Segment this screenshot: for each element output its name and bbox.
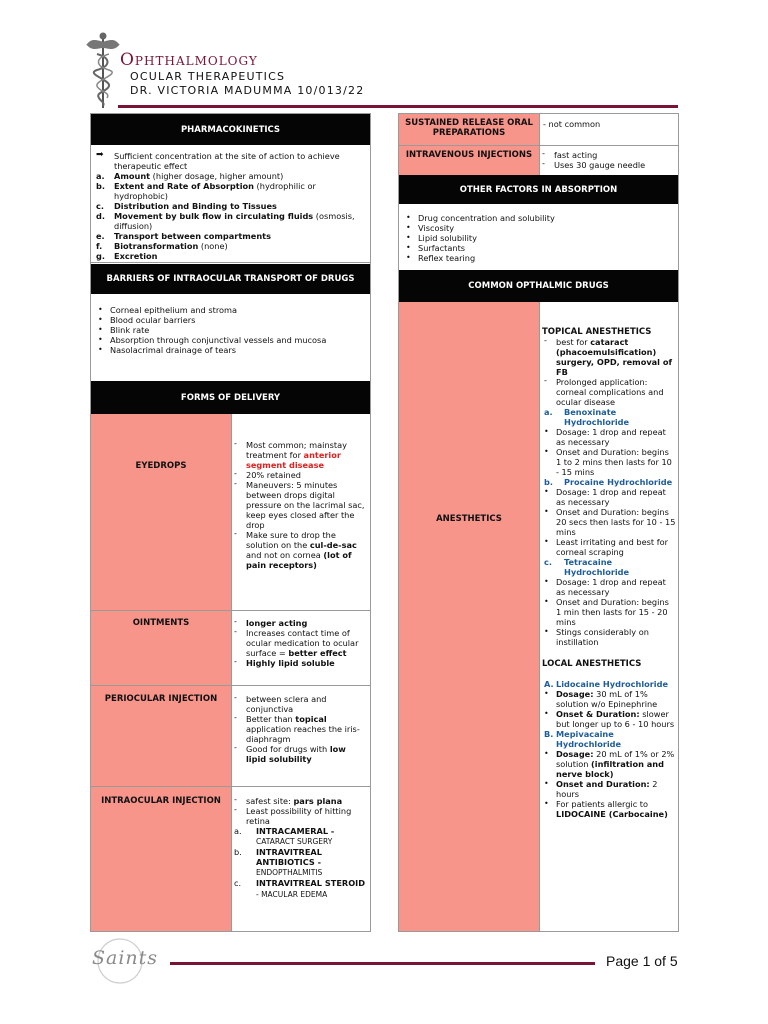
barrier-item: • Absorption through conjunctival vessels and mucosa bbox=[96, 335, 366, 345]
barriers-heading: BARRIERS OF INTRAOCULAR TRANSPORT OF DRUGS bbox=[91, 264, 370, 294]
iv-label: INTRAVENOUS INJECTIONS bbox=[405, 150, 533, 160]
other-factors-list bbox=[404, 213, 674, 263]
anesthetics-label: ANESTHETICS bbox=[436, 514, 502, 524]
header-rule bbox=[118, 105, 678, 108]
sustained-label: SUSTAINED RELEASE ORAL PREPARATIONS bbox=[405, 118, 533, 138]
pharmacokinetics-item: g. Excretion bbox=[96, 251, 158, 261]
footer-rule bbox=[170, 962, 595, 965]
pharmacokinetics-intro: ➡ Sufficient concentration at the site of action to achieve therapeutic effect bbox=[96, 150, 340, 171]
drug-tetracaine: Tetracaine Hydrochloride bbox=[564, 557, 630, 577]
drug-procaine: Procaine Hydrochloride bbox=[564, 477, 673, 487]
barrier-item: • Corneal epithelium and stroma bbox=[96, 305, 366, 315]
periocular-list: - between sclera and conjunctiva - Better than topical application reaches the iris-diaphragm - Good for drugs with low lipid solubility bbox=[232, 694, 368, 764]
other-factors-heading: OTHER FACTORS IN ABSORPTION bbox=[399, 175, 678, 204]
barrier-item: • Nasolacrimal drainage of tears bbox=[96, 345, 366, 355]
column-divider bbox=[539, 302, 540, 931]
column-divider bbox=[539, 114, 540, 175]
factor-item: • Lipid solubility bbox=[404, 233, 674, 243]
pharmacokinetics-item: d. Movement by bulk flow in circulating fluids (osmosis, diffusion) bbox=[96, 211, 355, 231]
topical-title: TOPICAL ANESTHETICS bbox=[542, 327, 652, 337]
caduceus-logo bbox=[86, 30, 120, 110]
barrier-item: • Blink rate bbox=[96, 325, 366, 335]
drug-mepivacaine: Mepivacaine Hydrochloride bbox=[556, 729, 622, 749]
common-drugs-heading: COMMON OPTHALMIC DRUGS bbox=[399, 270, 678, 302]
saints-logo-text: Saints bbox=[92, 947, 159, 969]
doc-subtitle: OCULAR THERAPEUTICS bbox=[130, 70, 286, 83]
barriers-list bbox=[96, 305, 366, 355]
pharmacokinetics-item: c. Distribution and Binding to Tissues bbox=[96, 201, 277, 211]
ointments-label: OINTMENTS bbox=[132, 618, 190, 628]
pharmacokinetics-item: a. Amount (higher dosage, higher amount) bbox=[96, 171, 284, 181]
page-title: Ophthalmology bbox=[120, 50, 258, 70]
ointments-list: - longer acting - Increases contact time of ocular medication to ocular surface = better effect - Highly lipid soluble bbox=[232, 618, 368, 668]
pharmacokinetics-item: f. Biotransformation (none) bbox=[96, 241, 228, 251]
anesthetics-cell bbox=[399, 302, 539, 931]
pharmacokinetics-section bbox=[94, 151, 366, 261]
iv-list: - fast acting - Uses 30 gauge needle bbox=[540, 150, 676, 170]
intraocular-label: INTRAOCULAR INJECTION bbox=[101, 796, 221, 806]
periocular-label: PERIOCULAR INJECTION bbox=[104, 694, 218, 704]
doc-author: DR. VICTORIA MADUMMA 10/013/22 bbox=[130, 84, 365, 97]
pharmacokinetics-item: e. Transport between compartments bbox=[96, 231, 271, 241]
intraocular-cell bbox=[91, 787, 231, 931]
anesthetics-content: TOPICAL ANESTHETICS - best for cataract (phacoemulsification) surgery, OPD, removal of FB - Prolonged application: corneal complications and ocular disease a. Benoxinate Hydrochloride • Dosage: 1 drop and repeat as necessary • Onset and Duration: begins 1 to 2 mins then lasts for 10 - 15 mins b. Procaine Hydrochloride • Dosage: 1 drop and repeat as necessary • Onset and Duration: begins 20 secs then lasts for 10 - 15 mins • Least irritating and best for corneal scraping c. Tetracaine Hydrochloride • Dosage: 1 drop and repeat as necessary • Onset and Duration: begins 1 min then lasts for 15 - 20 mins • Stings considerably on instillation LOCAL ANESTHETICS A. Lidocaine Hydrochloride • Dosage: 30 mL of 1% solution w/o Epinephrine • Onset & Duration: slower but longer up to 6 - 10 hours B. Mepivacaine Hydrochloride • Dosage: 20 mL of 1% or 2% solution (infiltration and nerve block) • Onset and Duration: 2 hours • For patients allergic to LIDOCAINE (Carbocaine) bbox=[542, 327, 676, 819]
factor-item: • Reflex tearing bbox=[404, 253, 674, 263]
forms-heading: FORMS OF DELIVERY bbox=[91, 381, 370, 414]
eyedrops-cell bbox=[91, 414, 231, 610]
factor-item: • Drug concentration and solubility bbox=[404, 213, 674, 223]
drug-lidocaine: Lidocaine Hydrochloride bbox=[556, 679, 669, 689]
saints-logo bbox=[88, 935, 160, 990]
barrier-item: • Blood ocular barriers bbox=[96, 315, 366, 325]
factor-item: • Surfactants bbox=[404, 243, 674, 253]
divider bbox=[91, 262, 370, 263]
arrow-icon: ➡ bbox=[96, 150, 104, 160]
page-number: Page 1 of 5 bbox=[606, 953, 678, 969]
factor-item: • Viscosity bbox=[404, 223, 674, 233]
eyedrops-list: - Most common; mainstay treatment for anterior segment disease - 20% retained - Maneuvers: 5 minutes between drops digital pressure on the lacrimal sac, keep eyes closed after the drop - Make sure to drop the solution on the cul-de-sac and not on cornea (lot of pain receptors) bbox=[232, 440, 368, 570]
pharmacokinetics-heading: PHARMACOKINETICS bbox=[91, 114, 370, 145]
local-title: LOCAL ANESTHETICS bbox=[542, 659, 642, 669]
intraocular-list: - safest site: pars plana - Least possibility of hitting retina a. INTRACAMERAL - CATARACT SURGERY b. INTRAVITREAL ANTIBIOTICS - ENDOPTHALMITIS c. INTRAVITREAL STEROID - MACULAR EDEMA bbox=[232, 796, 368, 900]
eyedrops-label: EYEDROPS bbox=[135, 461, 187, 471]
column-divider bbox=[231, 414, 232, 931]
pharmacokinetics-item: b. Extent and Rate of Absorption (hydrophilic or hydrophobic) bbox=[96, 181, 316, 201]
pharmacokinetics-list bbox=[94, 171, 366, 261]
drug-benoxinate: Benoxinate Hydrochloride bbox=[564, 407, 630, 427]
sustained-value: - not common bbox=[543, 119, 601, 129]
